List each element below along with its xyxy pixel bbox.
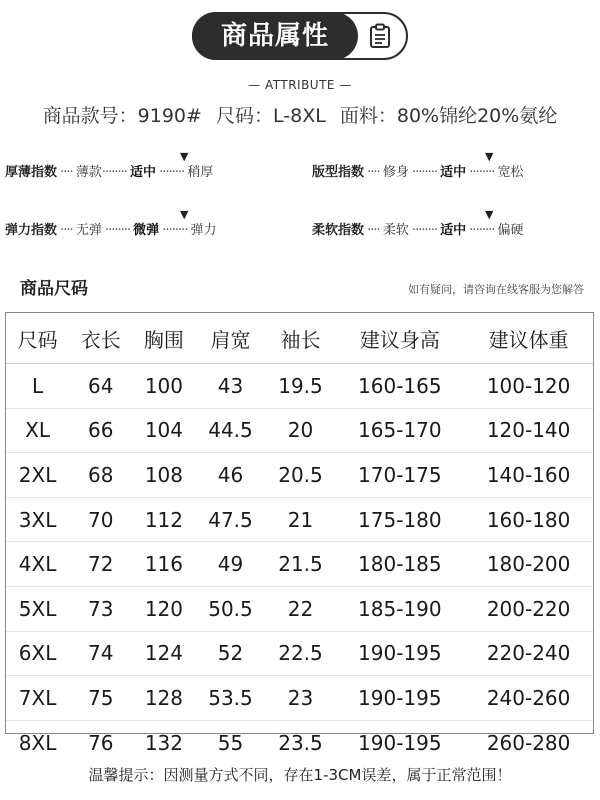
scale-option: 弹力 xyxy=(190,223,217,238)
table-cell: 140-160 xyxy=(464,453,593,498)
table-cell: 47.5 xyxy=(196,497,266,542)
table-cell: 75 xyxy=(69,676,132,721)
table-cell: 100 xyxy=(132,364,195,409)
size-range: 尺码：L-8XL xyxy=(216,105,326,127)
table-cell: 175-180 xyxy=(335,497,464,542)
table-cell: 21.5 xyxy=(266,542,336,587)
table-cell: 4XL xyxy=(6,542,69,587)
table-cell: 132 xyxy=(144,730,184,755)
table-cell: 124 xyxy=(132,631,195,676)
table-cell: 23.5 xyxy=(278,730,323,755)
table-cell: 23 xyxy=(266,676,336,721)
table-cell: 76 xyxy=(88,730,114,755)
column-header: 衣长 xyxy=(69,313,132,364)
table-cell: 74 xyxy=(69,631,132,676)
table-cell: 2XL xyxy=(6,453,69,498)
table-cell: 260-280 xyxy=(486,730,571,755)
attribute-subtitle: — ATTRIBUTE — xyxy=(248,78,352,92)
table-header-row xyxy=(6,313,593,364)
table-cell: 70 xyxy=(69,497,132,542)
softness-scale: 柔软指数 ···· 柔软 ········ 适中 ········ 偏硬 xyxy=(312,223,524,238)
table-cell: 43 xyxy=(196,364,266,409)
table-cell: 108 xyxy=(132,453,195,498)
table-cell: 185-190 xyxy=(335,586,464,631)
table-cell: 5XL xyxy=(6,586,69,631)
size-section-title: 商品尺码 xyxy=(20,279,88,299)
table-cell: 6XL xyxy=(6,631,69,676)
column-header: 建议体重 xyxy=(464,313,593,364)
table-cell: 240-260 xyxy=(464,676,593,721)
table-cell: 120-140 xyxy=(464,408,593,453)
page-title: 商品属性 xyxy=(192,12,358,60)
column-header: 胸围 xyxy=(132,313,195,364)
scale-selected: 适中 xyxy=(440,165,467,180)
table-row xyxy=(6,676,593,721)
table-cell: 100-120 xyxy=(464,364,593,409)
table-row xyxy=(6,497,593,542)
fit-scale: 版型指数 ···· 修身 ········ 适中 ········ 宽松 xyxy=(312,165,524,180)
table-row xyxy=(6,453,593,498)
size-table xyxy=(5,312,594,755)
table-cell: 22 xyxy=(266,586,336,631)
column-header: 尺码 xyxy=(6,313,69,364)
softness-indicator-icon: ▼ xyxy=(485,208,494,221)
table-cell: 46 xyxy=(196,453,266,498)
table-cell: 190-195 xyxy=(335,631,464,676)
table-cell: 72 xyxy=(69,542,132,587)
table-cell: 190-195 xyxy=(335,676,464,721)
table-row xyxy=(6,631,593,676)
table-cell: 50.5 xyxy=(196,586,266,631)
table-row xyxy=(6,542,593,587)
table-cell: 68 xyxy=(69,453,132,498)
table-cell: 3XL xyxy=(6,497,69,542)
scale-label: 弹力指数 xyxy=(5,223,58,238)
scale-option: 无弹 xyxy=(75,223,102,238)
table-cell: 180-200 xyxy=(464,542,593,587)
table-cell: 220-240 xyxy=(464,631,593,676)
scale-selected: 适中 xyxy=(130,165,157,180)
table-cell: 21 xyxy=(266,497,336,542)
scale-option: 修身 xyxy=(382,165,409,180)
table-row xyxy=(6,586,593,631)
table-cell: 22.5 xyxy=(266,631,336,676)
item-number: 商品款号：9190# xyxy=(42,105,202,127)
table-cell: 190-195 xyxy=(358,730,442,755)
scale-selected: 适中 xyxy=(440,223,467,238)
table-cell: 66 xyxy=(69,408,132,453)
fabric: 面料：80%锦纶20%氨纶 xyxy=(339,105,558,127)
table-cell: 44.5 xyxy=(196,408,266,453)
column-header: 袖长 xyxy=(266,313,336,364)
table-cell: 170-175 xyxy=(335,453,464,498)
thickness-scale: 厚薄指数 ···· 薄款········ 适中 ········ 稍厚 xyxy=(5,165,214,180)
size-section-hint: 如有疑问，请咨询在线客服为您解答 xyxy=(408,283,584,296)
table-cell: 55 xyxy=(217,730,244,755)
fit-indicator-icon: ▼ xyxy=(485,150,494,163)
table-cell: 64 xyxy=(69,364,132,409)
table-cell: 104 xyxy=(132,408,195,453)
scale-option: 宽松 xyxy=(497,165,524,180)
table-row xyxy=(6,408,593,453)
table-cell: 49 xyxy=(196,542,266,587)
table-cell: 120 xyxy=(132,586,195,631)
table-cell: 20.5 xyxy=(266,453,336,498)
table-row xyxy=(6,720,593,764)
footer-note: 温馨提示：因测量方式不同，存在1-3CM误差，属于正常范围！ xyxy=(88,766,512,784)
table-cell: 112 xyxy=(132,497,195,542)
table-cell: 160-180 xyxy=(464,497,593,542)
table-cell: 52 xyxy=(196,631,266,676)
column-header: 建议身高 xyxy=(335,313,464,364)
table-cell: 160-165 xyxy=(335,364,464,409)
table-cell: 116 xyxy=(132,542,195,587)
elasticity-indicator-icon: ▼ xyxy=(180,208,189,221)
scale-option: 薄款 xyxy=(75,165,102,180)
table-cell: 73 xyxy=(69,586,132,631)
table-cell: 8XL xyxy=(18,730,57,755)
table-cell: 128 xyxy=(132,676,195,721)
scale-option: 稍厚 xyxy=(187,165,214,180)
scale-label: 柔软指数 xyxy=(312,223,365,238)
table-cell: 20 xyxy=(266,408,336,453)
scale-label: 厚薄指数 xyxy=(5,165,58,180)
table-cell: XL xyxy=(6,408,69,453)
scale-selected: 微弹 xyxy=(133,223,160,238)
table-cell: 19.5 xyxy=(266,364,336,409)
product-info xyxy=(0,101,600,128)
table-cell: 165-170 xyxy=(335,408,464,453)
table-cell: 200-220 xyxy=(464,586,593,631)
column-header: 肩宽 xyxy=(196,313,266,364)
table-cell: 53.5 xyxy=(196,676,266,721)
clipboard-icon xyxy=(369,23,391,49)
table-cell: L xyxy=(6,364,69,409)
scale-option: 柔软 xyxy=(382,223,409,238)
table-cell: 7XL xyxy=(6,676,69,721)
thickness-indicator-icon: ▼ xyxy=(180,150,189,163)
table-row xyxy=(6,364,593,409)
elasticity-scale: 弹力指数 ···· 无弹 ········ 微弹 ········ 弹力 xyxy=(5,223,217,238)
scale-label: 版型指数 xyxy=(312,165,365,180)
scale-option: 偏硬 xyxy=(497,223,524,238)
table-cell: 180-185 xyxy=(335,542,464,587)
